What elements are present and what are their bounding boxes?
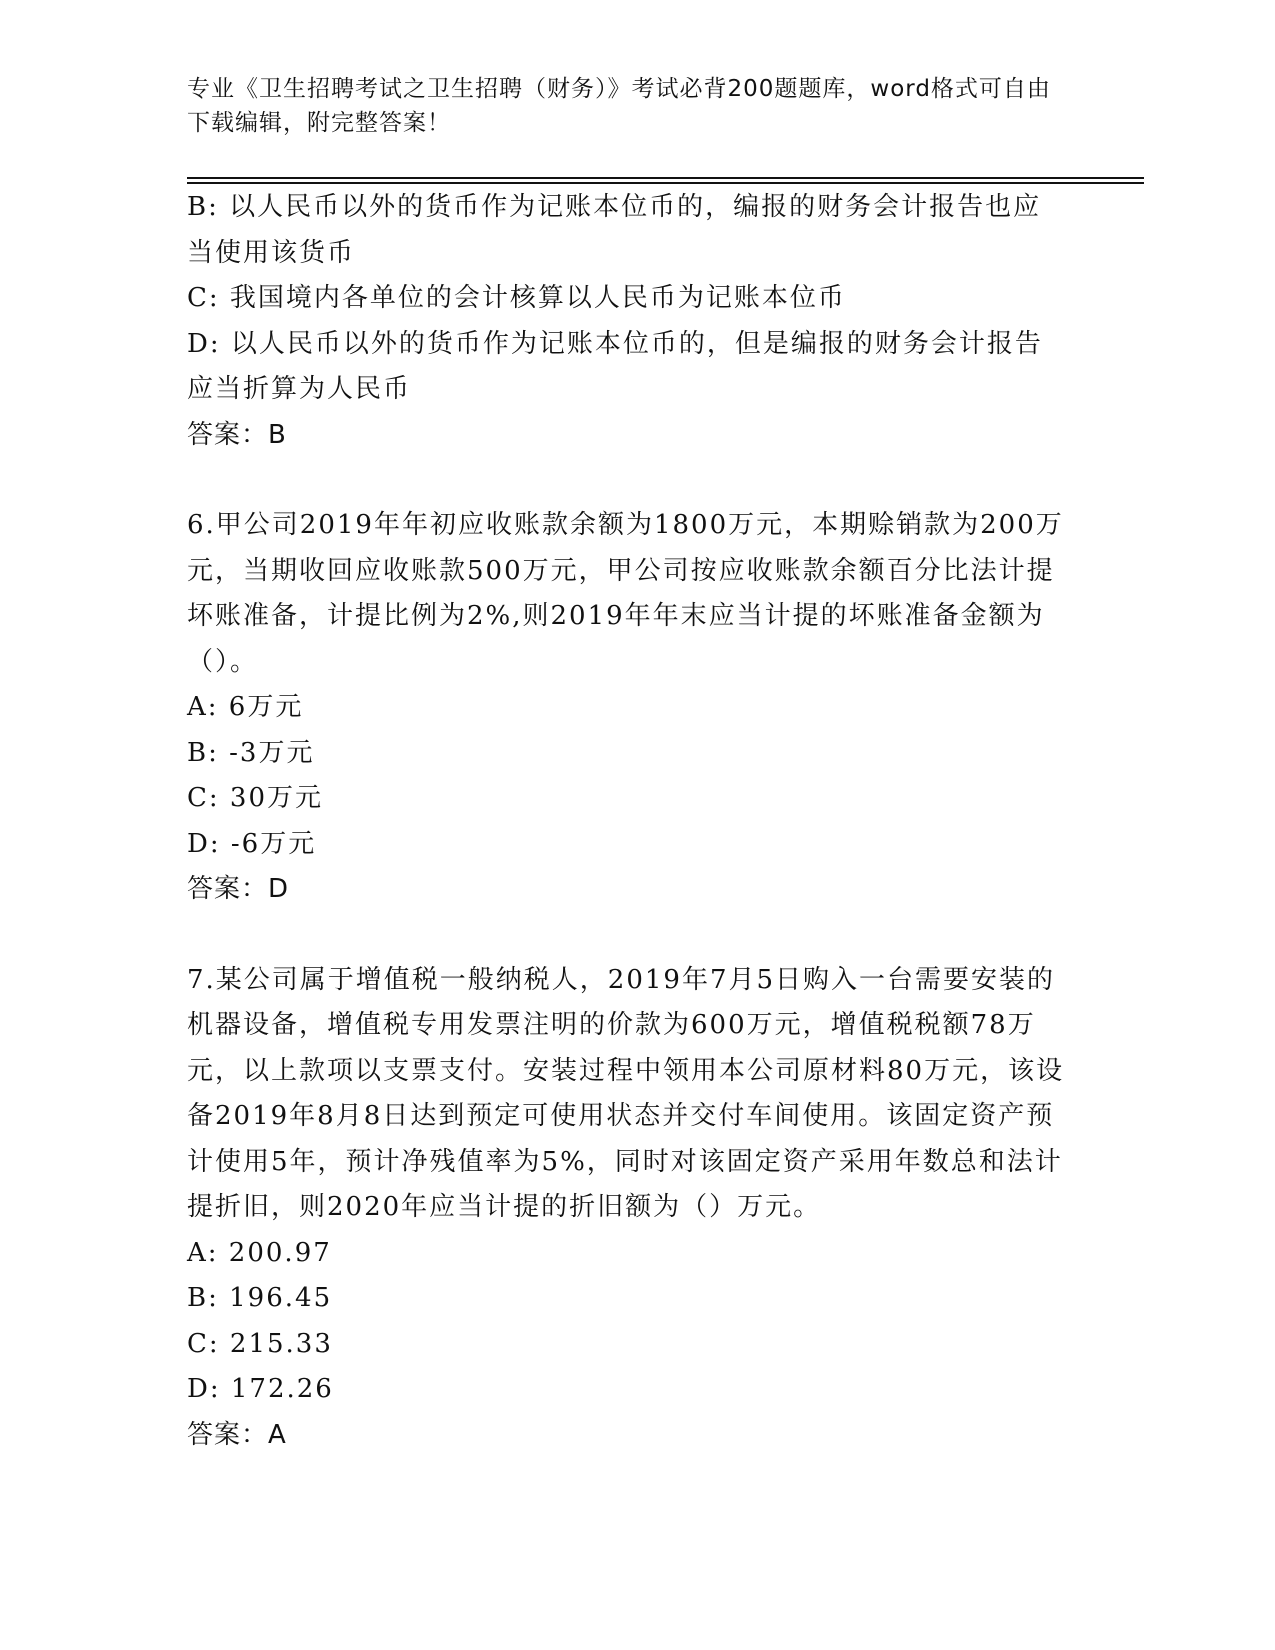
option-c: C: 30万元: [187, 783, 324, 813]
answer-label: 答案：D: [187, 874, 290, 904]
question-content: [187, 185, 1067, 1458]
spacer: [187, 913, 1067, 958]
header-divider-top: [187, 177, 1144, 179]
option-b: B: 以人民币以外的货币作为记账本位币的，编报的财务会计报告也应当使用该货币: [187, 192, 1042, 268]
question-7: [187, 958, 1067, 1459]
answer-label: 答案：A: [187, 1419, 287, 1450]
option-b: B: -3万元: [187, 737, 315, 768]
option-d: D: 以人民币以外的货币作为记账本位币的，但是编报的财务会计报告应当折算为人民币: [187, 328, 1043, 404]
question-6: [187, 503, 1067, 913]
spacer: [187, 458, 1067, 503]
header-divider-bottom: [187, 182, 1144, 184]
option-a: A: 6万元: [187, 692, 304, 722]
option-b: B: 196.45: [187, 1283, 333, 1313]
question-stem: 6.甲公司2019年年初应收账款余额为1800万元，本期赊销款为200万元，当期收回应收账款500万元，甲公司按应收账款余额百分比法计提坏账准备，计提比例为2%,则2019年年末应当计提的坏账准备金额为（）。: [187, 510, 1064, 677]
option-c: C: 215.33: [187, 1328, 333, 1359]
document-header: 专业《卫生招聘考试之卫生招聘（财务）》考试必背200题题库，word格式可自由下载编辑，附完整答案！: [187, 76, 1051, 136]
option-d: D: -6万元: [187, 828, 317, 859]
question-5-tail: [187, 185, 1067, 458]
option-c: C: 我国境内各单位的会计核算以人民币为记账本位币: [187, 283, 846, 313]
answer-label: 答案：B: [187, 419, 287, 450]
question-stem: 7.某公司属于增值税一般纳税人，2019年7月5日购入一台需要安装的机器设备，增值税专用发票注明的价款为600万元，增值税税额78万元，以上款项以支票支付。安装过程中领用本公司原材料80万元，该设备2019年8月8日达到预定可使用状态并交付车间使用。该固定资产预计使用5年，预计净残值率为5%，同时对该固定资产采用年数总和法计提折旧，则2020年应当计提的折旧额为（）万元。: [187, 964, 1065, 1222]
option-d: D: 172.26: [187, 1374, 334, 1404]
option-a: A: 200.97: [187, 1237, 332, 1268]
